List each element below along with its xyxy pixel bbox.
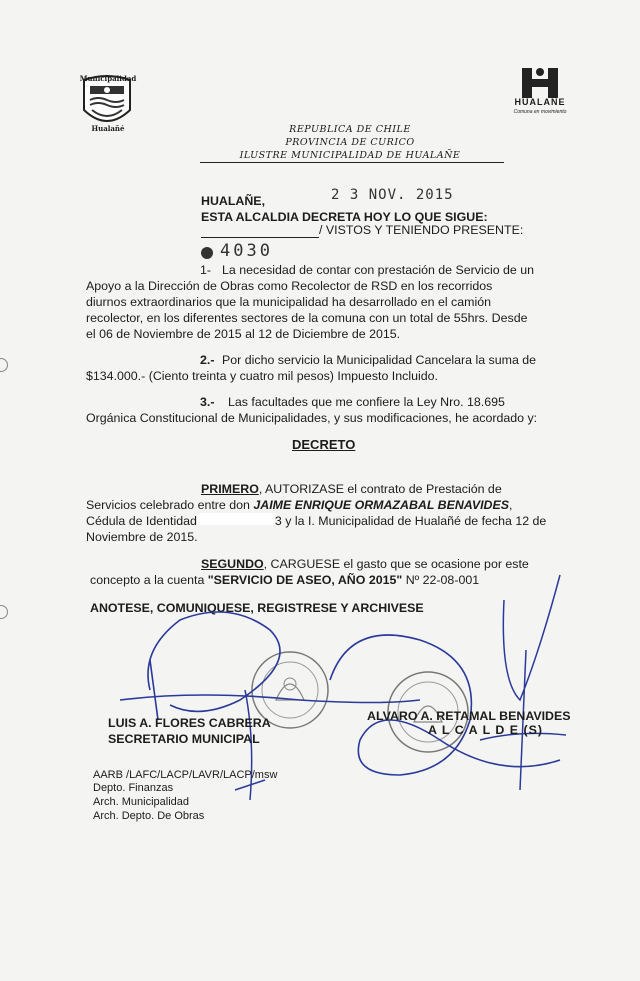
header-line-2: PROVINCIA DE CURICO xyxy=(285,137,415,148)
primero-text-2: Servicios celebrado entre don xyxy=(86,498,254,512)
decree-intro: ESTA ALCALDIA DECRETA HOY LO QUE SIGUE: xyxy=(201,210,488,224)
right-signer-name: ALVARO A. RETAMAL BENAVIDES xyxy=(367,709,571,723)
left-signer-title: SECRETARIO MUNICIPAL xyxy=(108,732,260,746)
header-line-1: REPUBLICA DE CHILE xyxy=(289,124,411,135)
right-signer-title: A L C A L D E (S) xyxy=(428,723,543,737)
segundo-text-2: concepto a la cuenta xyxy=(90,573,208,587)
header-rule xyxy=(200,162,504,163)
crest-bottom-text: Hualañé xyxy=(91,124,125,133)
closing-formula: ANOTESE, COMUNIQUESE, REGISTRESE Y ARCHIVESE xyxy=(90,601,424,615)
p1-line-5: el 06 de Noviembre de 2015 al 12 de Diciembre de 2015. xyxy=(86,327,401,341)
p2-line-2: $134.000.- (Ciento treinta y cuatro mil pesos) Impuesto Incluido. xyxy=(86,369,438,383)
vistos-line xyxy=(201,222,523,238)
decree-number-stamp: 4030 xyxy=(220,241,273,261)
logo-name: HUALAÑE xyxy=(514,97,566,107)
footer-dist-1: Depto. Finanzas xyxy=(93,782,174,794)
primero-text-3: Cédula de Identidad xyxy=(86,514,197,528)
binder-hole-icon xyxy=(0,358,8,372)
p3-line-1: Las facultades que me confiere la Ley Nro. 18.695 xyxy=(228,395,505,409)
segundo-text-1: , CARGUESE el gasto que se ocasione por este xyxy=(263,557,529,571)
p1-line-4: recolector, en los diferentes sectores de la comuna con un total de 55hrs. Desde xyxy=(86,311,528,325)
p2-line-1: Por dicho servicio la Municipalidad Cancelara la suma de xyxy=(222,353,537,367)
redacted-id xyxy=(197,513,275,525)
primero-text-3b: 3 y la I. Municipalidad de Hualañé de fecha 12 de xyxy=(274,514,547,528)
primero-text-1: , AUTORIZASE el contrato de Prestación de xyxy=(258,482,502,496)
primero-text-2b: , xyxy=(509,498,513,512)
place-label: HUALAÑE, xyxy=(201,194,266,208)
p1-line-3: diurnos extraordinarios que la municipalidad ha desarrollado en el camión xyxy=(86,295,492,309)
primero-line-2 xyxy=(86,497,512,513)
vistos-text: / VISTOS Y TENIENDO PRESENTE: xyxy=(319,223,524,237)
footer-dist-3: Arch. Depto. De Obras xyxy=(93,810,205,822)
p3-number: 3.- xyxy=(200,395,215,409)
footer-dist-2: Arch. Municipalidad xyxy=(93,796,189,808)
primero-line-1 xyxy=(201,481,502,497)
account-name: "SERVICIO DE ASEO, AÑO 2015" xyxy=(207,573,403,587)
date-stamp: 2 3 NOV. 2015 xyxy=(331,187,454,203)
blank-line xyxy=(201,225,319,238)
contractor-name: JAIME ENRIQUE ORMAZABAL BENAVIDES xyxy=(253,498,510,512)
decreto-title: DECRETO xyxy=(292,437,356,452)
primero-line-3 xyxy=(86,513,546,529)
primero-line-4: Noviembre de 2015. xyxy=(86,530,198,544)
p1-line-1: La necesidad de contar con prestación de Servicio de un xyxy=(222,263,535,277)
primero-label: PRIMERO xyxy=(201,482,259,496)
p2-number: 2.- xyxy=(200,353,215,367)
logo-tagline: Comuna en movimiento xyxy=(513,109,567,115)
left-signer-name: LUIS A. FLORES CABRERA xyxy=(108,716,271,730)
p1-number: 1- xyxy=(200,263,212,277)
segundo-label: SEGUNDO xyxy=(201,557,264,571)
ink-blot-icon xyxy=(200,246,214,260)
header-line-3: ILUSTRE MUNICIPALIDAD DE HUALAÑE xyxy=(239,150,461,161)
account-number: Nº 22-08-001 xyxy=(402,573,480,587)
crest-top-text: Municipalidad xyxy=(79,74,137,83)
p1-line-2: Apoyo a la Dirección de Obras como Recolector de RSD en los recorridos xyxy=(86,279,493,293)
p3-line-2: Orgánica Constitucional de Municipalidades, y sus modificaciones, he acordado y: xyxy=(86,411,538,425)
footer-initials: AARB /LAFC/LACP/LAVR/LACP/msw xyxy=(93,769,278,781)
